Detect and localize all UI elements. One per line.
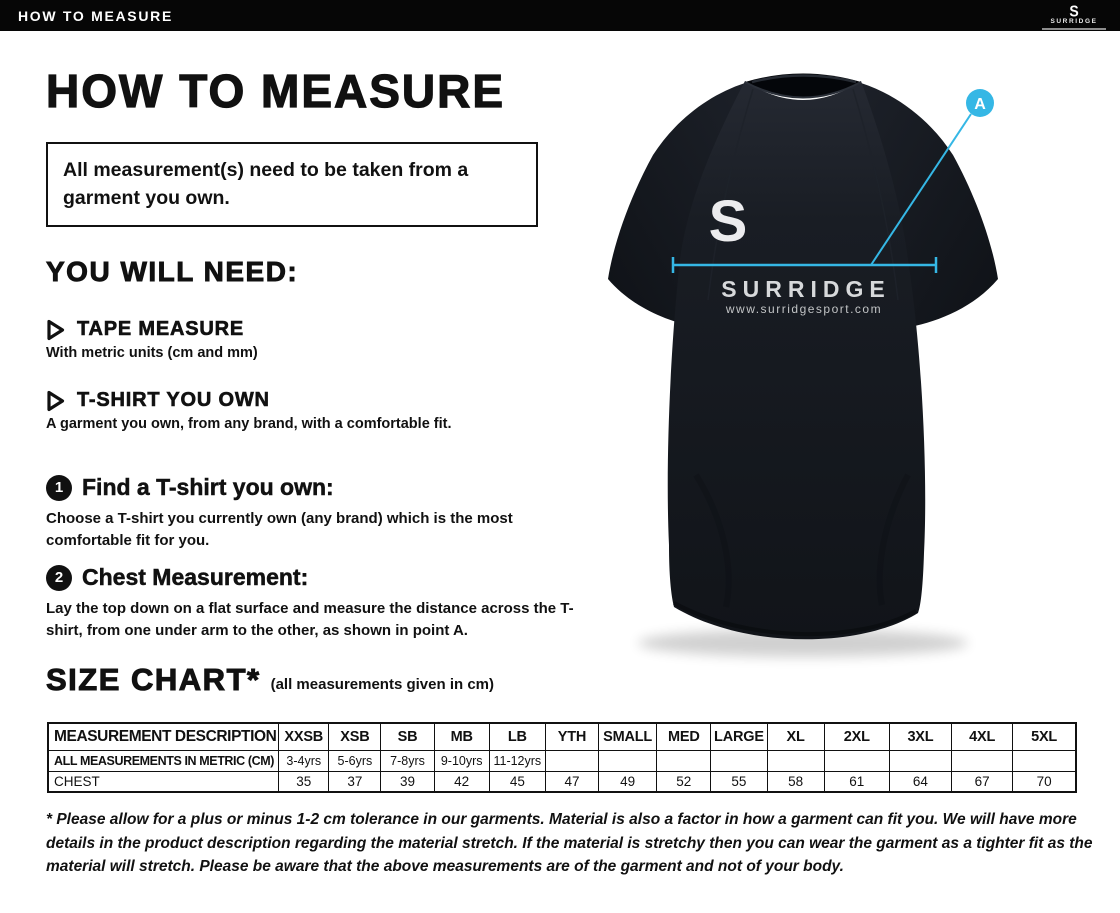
table-header-row <box>48 723 1076 750</box>
table-cell <box>952 750 1013 771</box>
play-triangle-icon <box>46 319 65 341</box>
table-cell: 49 <box>599 771 657 792</box>
size-chart-title: SIZE CHART* <box>46 662 261 697</box>
table-cell: 42 <box>434 771 489 792</box>
row-label: ALL MEASUREMENTS IN METRIC (CM) <box>48 750 279 771</box>
col-header: XL <box>767 723 824 750</box>
logo-underline <box>1042 28 1106 30</box>
col-header: SMALL <box>599 723 657 750</box>
col-header: LARGE <box>711 723 767 750</box>
shirt-website-text: www.surridgesport.com <box>725 302 883 316</box>
need-item-label: TAPE MEASURE <box>77 318 245 340</box>
table-cell: 5-6yrs <box>329 750 381 771</box>
table-cell: 37 <box>329 771 381 792</box>
step-description: Choose a T-shirt you currently own (any brand) which is the most comfortable fit for you. <box>46 510 513 549</box>
table-cell: 7-8yrs <box>381 750 434 771</box>
table-cell <box>599 750 657 771</box>
step-title: Find a T-shirt you own: <box>82 474 334 500</box>
col-header: 5XL <box>1013 723 1076 750</box>
table-row <box>48 771 1076 792</box>
table-cell: 3-4yrs <box>279 750 329 771</box>
col-header: 2XL <box>824 723 889 750</box>
step-description: Lay the top down on a flat surface and measure the distance across the T-shirt, from one under arm to the other, as shown in point A. <box>46 600 574 639</box>
table-cell <box>767 750 824 771</box>
shirt-s-icon: S <box>708 189 748 254</box>
size-chart-heading <box>46 662 494 698</box>
table-cell: 52 <box>657 771 711 792</box>
table-cell: 67 <box>952 771 1013 792</box>
table-cell: 11-12yrs <box>489 750 545 771</box>
shirt-brand-text: SURRIDGE <box>721 276 891 302</box>
table-cell <box>824 750 889 771</box>
top-bar <box>0 0 1120 31</box>
table-cell: 64 <box>889 771 951 792</box>
play-triangle-icon <box>46 390 65 412</box>
size-chart-subtitle: (all measurements given in cm) <box>270 676 494 693</box>
need-item-tshirt <box>46 389 452 432</box>
col-header: SB <box>381 723 434 750</box>
need-item-description: A garment you own, from any brand, with a comfortable fit. <box>46 416 452 432</box>
table-cell <box>889 750 951 771</box>
table-row <box>48 750 1076 771</box>
table-cell: 9-10yrs <box>434 750 489 771</box>
table-cell: 70 <box>1013 771 1076 792</box>
notice-text: All measurement(s) need to be taken from a garment you own. <box>63 159 469 209</box>
need-item-description: With metric units (cm and mm) <box>46 345 258 361</box>
table-cell <box>657 750 711 771</box>
marker-a-badge <box>966 89 994 117</box>
notice-box <box>46 142 538 227</box>
shirt-body <box>668 81 925 639</box>
table-cell: 47 <box>545 771 598 792</box>
col-header: 3XL <box>889 723 951 750</box>
step-find-tshirt <box>46 474 576 552</box>
step-chest-measurement <box>46 564 591 642</box>
step-number-badge: 2 <box>46 565 72 591</box>
size-chart-table <box>47 722 1077 793</box>
table-cell: 39 <box>381 771 434 792</box>
page-title: HOW TO MEASURE <box>46 65 506 117</box>
surridge-logo <box>1042 1 1106 31</box>
step-number-badge: 1 <box>46 475 72 501</box>
tshirt-figure <box>578 55 1018 670</box>
you-will-need-heading: YOU WILL NEED: <box>46 256 299 287</box>
table-cell: 58 <box>767 771 824 792</box>
col-header: XXSB <box>279 723 329 750</box>
table-cell: 35 <box>279 771 329 792</box>
col-header: LB <box>489 723 545 750</box>
need-item-tape-measure <box>46 318 258 361</box>
tolerance-footnote: * Please allow for a plus or minus 1-2 cm tolerance in our garments. Material is also a factor in how a garment can fit you. We will have more details in the product description regarding the material stretch. If the material is stretchy then you can wear the garment as a tighter fit as the material will stretch. Please be aware that the above measurements are of the garment and not of your body. <box>46 811 1093 876</box>
table-cell: 45 <box>489 771 545 792</box>
surridge-s-icon: S <box>1069 1 1079 20</box>
table-cell: 55 <box>711 771 767 792</box>
top-bar-title: HOW TO MEASURE <box>18 7 173 24</box>
col-header: MED <box>657 723 711 750</box>
table-cell <box>711 750 767 771</box>
surridge-logo-text: SURRIDGE <box>1050 17 1098 25</box>
table-cell <box>545 750 598 771</box>
col-header: XSB <box>329 723 381 750</box>
table-cell: 61 <box>824 771 889 792</box>
marker-a-label: A <box>974 96 986 113</box>
col-header: MB <box>434 723 489 750</box>
step-title: Chest Measurement: <box>82 564 309 590</box>
col-header: 4XL <box>952 723 1013 750</box>
row-label: CHEST <box>48 771 279 792</box>
col-header: MEASUREMENT DESCRIPTION <box>48 723 279 750</box>
col-header: YTH <box>545 723 598 750</box>
table-cell <box>1013 750 1076 771</box>
need-item-label: T-SHIRT YOU OWN <box>77 389 270 411</box>
tshirt-graphic <box>578 55 1018 670</box>
